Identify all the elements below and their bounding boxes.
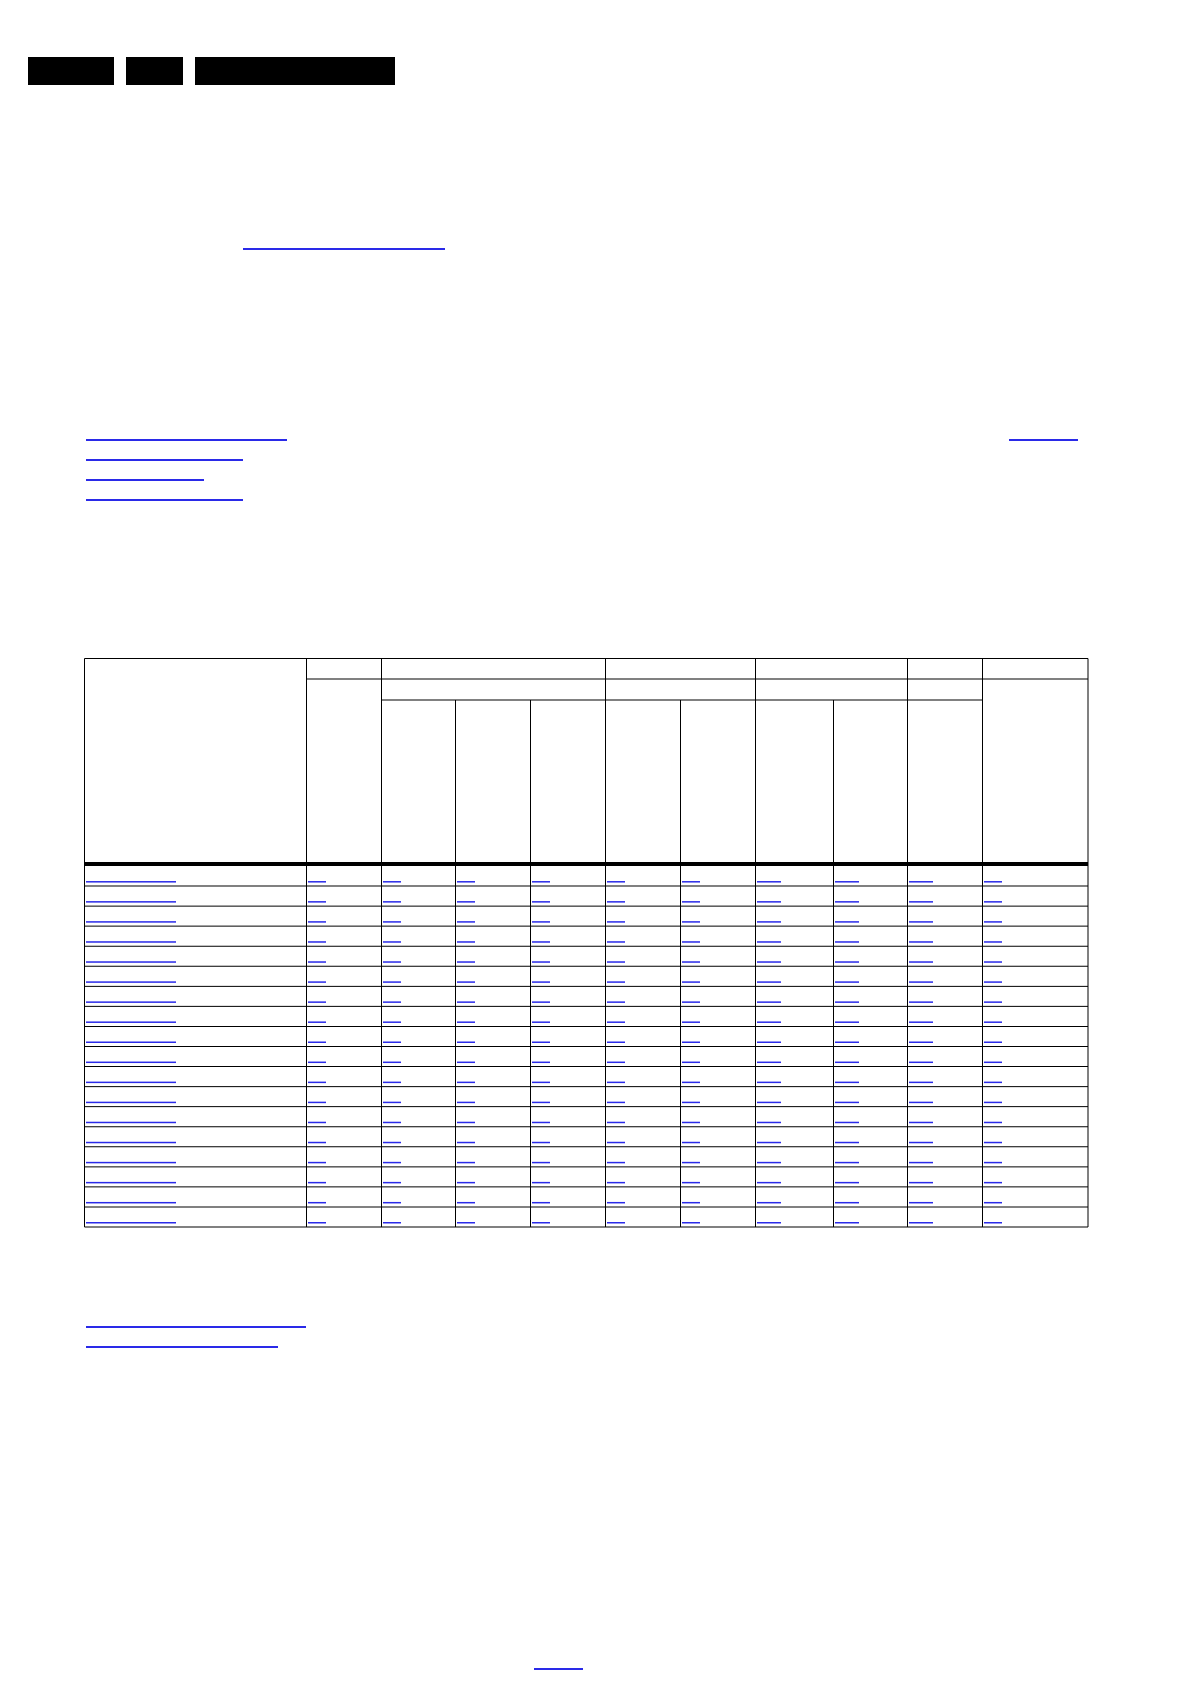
cell-link[interactable] (532, 1021, 550, 1023)
cell-link[interactable] (984, 1182, 1002, 1184)
reference-link-2[interactable] (1009, 439, 1078, 441)
cell-link[interactable] (457, 1222, 475, 1224)
cell-link[interactable] (909, 1062, 933, 1064)
cell-link[interactable] (909, 881, 933, 883)
cell-link[interactable] (607, 1102, 625, 1104)
cell-link[interactable] (682, 1001, 700, 1003)
cell-link[interactable] (835, 1222, 859, 1224)
cell-link[interactable] (909, 901, 933, 903)
spec-table-grid (84, 658, 1089, 1228)
cell-link[interactable] (457, 1001, 475, 1003)
cell-link[interactable] (532, 1102, 550, 1104)
cell-link[interactable] (682, 1142, 700, 1144)
row-label-link[interactable] (86, 1122, 176, 1124)
cell-link[interactable] (984, 1162, 1002, 1164)
row-label-link[interactable] (86, 941, 176, 943)
cell-link[interactable] (457, 1122, 475, 1124)
cell-link[interactable] (457, 881, 475, 883)
cell-link[interactable] (383, 1202, 401, 1204)
cell-link[interactable] (308, 1062, 326, 1064)
cell-link[interactable] (682, 1122, 700, 1124)
cell-link[interactable] (308, 1222, 326, 1224)
cell-link[interactable] (308, 1102, 326, 1104)
cell-link[interactable] (607, 1062, 625, 1064)
cell-link[interactable] (308, 1001, 326, 1003)
cell-link[interactable] (835, 961, 859, 963)
row-label-link[interactable] (86, 1202, 176, 1204)
cell-link[interactable] (835, 1122, 859, 1124)
cell-link[interactable] (835, 1102, 859, 1104)
cell-link[interactable] (383, 1102, 401, 1104)
cell-link[interactable] (532, 1082, 550, 1084)
reference-link-1[interactable] (86, 439, 287, 441)
row-label-link[interactable] (86, 1162, 176, 1164)
cell-link[interactable] (532, 1202, 550, 1204)
cell-link[interactable] (383, 1082, 401, 1084)
row-label-link[interactable] (86, 901, 176, 903)
cell-link[interactable] (607, 901, 625, 903)
cell-link[interactable] (457, 921, 475, 923)
cell-link[interactable] (835, 921, 859, 923)
cell-link[interactable] (457, 1042, 475, 1044)
cell-link[interactable] (308, 1021, 326, 1023)
cell-link[interactable] (457, 961, 475, 963)
row-label-link[interactable] (86, 1222, 176, 1224)
cell-link[interactable] (984, 1042, 1002, 1044)
cell-link[interactable] (984, 1021, 1002, 1023)
cell-link[interactable] (757, 901, 781, 903)
cell-link[interactable] (607, 941, 625, 943)
cell-link[interactable] (984, 881, 1002, 883)
cell-link[interactable] (909, 1162, 933, 1164)
cell-link[interactable] (757, 1062, 781, 1064)
cell-link[interactable] (835, 1082, 859, 1084)
cell-link[interactable] (607, 1182, 625, 1184)
note-link-2[interactable] (86, 1346, 278, 1348)
cell-link[interactable] (383, 921, 401, 923)
cell-link[interactable] (757, 881, 781, 883)
cell-link[interactable] (682, 1082, 700, 1084)
cell-link[interactable] (308, 961, 326, 963)
cell-link[interactable] (682, 1222, 700, 1224)
cell-link[interactable] (682, 961, 700, 963)
cell-link[interactable] (383, 1182, 401, 1184)
cell-link[interactable] (457, 1082, 475, 1084)
cell-link[interactable] (909, 1021, 933, 1023)
row-label-link[interactable] (86, 1182, 176, 1184)
cell-link[interactable] (532, 961, 550, 963)
cell-link[interactable] (757, 1202, 781, 1204)
cell-link[interactable] (835, 1062, 859, 1064)
cell-link[interactable] (984, 1062, 1002, 1064)
header-box-section (28, 57, 114, 85)
cell-link[interactable] (457, 1162, 475, 1164)
row-label-link[interactable] (86, 921, 176, 923)
header-box-title (195, 57, 395, 85)
cell-link[interactable] (607, 1222, 625, 1224)
cell-link[interactable] (757, 1222, 781, 1224)
cell-link[interactable] (984, 941, 1002, 943)
cell-link[interactable] (308, 1182, 326, 1184)
cell-link[interactable] (682, 1102, 700, 1104)
cell-link[interactable] (909, 1102, 933, 1104)
cell-link[interactable] (532, 1122, 550, 1124)
footer-page-link[interactable] (534, 1668, 583, 1670)
cell-link[interactable] (532, 901, 550, 903)
cell-link[interactable] (383, 1142, 401, 1144)
cell-link[interactable] (757, 1162, 781, 1164)
cell-link[interactable] (457, 981, 475, 983)
cell-link[interactable] (457, 1142, 475, 1144)
cell-link[interactable] (757, 1001, 781, 1003)
cell-link[interactable] (532, 941, 550, 943)
cell-link[interactable] (682, 1042, 700, 1044)
cell-link[interactable] (909, 1001, 933, 1003)
row-label-link[interactable] (86, 1082, 176, 1084)
cell-link[interactable] (532, 921, 550, 923)
cell-link[interactable] (457, 1182, 475, 1184)
cell-link[interactable] (909, 1082, 933, 1084)
cell-link[interactable] (909, 1042, 933, 1044)
cell-link[interactable] (607, 1122, 625, 1124)
cell-link[interactable] (607, 1082, 625, 1084)
cell-link[interactable] (308, 1122, 326, 1124)
cell-link[interactable] (308, 941, 326, 943)
cell-link[interactable] (682, 1021, 700, 1023)
cell-link[interactable] (984, 1082, 1002, 1084)
cell-link[interactable] (532, 1062, 550, 1064)
cell-link[interactable] (383, 881, 401, 883)
cell-link[interactable] (757, 981, 781, 983)
cell-link[interactable] (757, 1102, 781, 1104)
cell-link[interactable] (835, 1182, 859, 1184)
cell-link[interactable] (757, 941, 781, 943)
cell-link[interactable] (532, 1162, 550, 1164)
cell-link[interactable] (607, 1162, 625, 1164)
cell-link[interactable] (984, 1102, 1002, 1104)
row-label-link[interactable] (86, 1142, 176, 1144)
cell-link[interactable] (682, 901, 700, 903)
cell-link[interactable] (383, 1162, 401, 1164)
cell-link[interactable] (835, 981, 859, 983)
cell-link[interactable] (984, 1001, 1002, 1003)
cell-link[interactable] (383, 1042, 401, 1044)
cell-link[interactable] (909, 1122, 933, 1124)
cell-link[interactable] (682, 881, 700, 883)
cell-link[interactable] (835, 1162, 859, 1164)
note-link-1[interactable] (86, 1326, 306, 1328)
cell-link[interactable] (308, 1082, 326, 1084)
spec-table (84, 658, 1089, 1228)
cell-link[interactable] (308, 1142, 326, 1144)
cell-link[interactable] (757, 1021, 781, 1023)
cell-link[interactable] (457, 1102, 475, 1104)
cell-link[interactable] (383, 1122, 401, 1124)
row-label-link[interactable] (86, 1062, 176, 1064)
cell-link[interactable] (383, 901, 401, 903)
cell-link[interactable] (757, 961, 781, 963)
cell-link[interactable] (607, 1142, 625, 1144)
cell-link[interactable] (308, 981, 326, 983)
cell-link[interactable] (532, 1182, 550, 1184)
cell-link[interactable] (909, 1182, 933, 1184)
row-label-link[interactable] (86, 1021, 176, 1023)
cell-link[interactable] (607, 881, 625, 883)
cell-link[interactable] (532, 1042, 550, 1044)
cell-link[interactable] (757, 1142, 781, 1144)
cell-link[interactable] (532, 881, 550, 883)
row-label-link[interactable] (86, 1102, 176, 1104)
cell-link[interactable] (909, 1222, 933, 1224)
cell-link[interactable] (383, 1021, 401, 1023)
cell-link[interactable] (308, 881, 326, 883)
cell-link[interactable] (607, 1021, 625, 1023)
cell-link[interactable] (383, 1222, 401, 1224)
cell-link[interactable] (532, 1001, 550, 1003)
cell-link[interactable] (682, 921, 700, 923)
cell-link[interactable] (682, 1162, 700, 1164)
cell-link[interactable] (682, 1202, 700, 1204)
cell-link[interactable] (607, 1202, 625, 1204)
reference-link-4[interactable] (86, 479, 204, 481)
cell-link[interactable] (835, 1042, 859, 1044)
row-label-link[interactable] (86, 961, 176, 963)
cell-link[interactable] (984, 1222, 1002, 1224)
cell-link[interactable] (532, 1222, 550, 1224)
cell-link[interactable] (909, 921, 933, 923)
cell-link[interactable] (757, 1122, 781, 1124)
cell-link[interactable] (308, 921, 326, 923)
reference-link-3[interactable] (86, 459, 243, 461)
cell-link[interactable] (457, 1021, 475, 1023)
cell-link[interactable] (835, 881, 859, 883)
row-label-link[interactable] (86, 881, 176, 883)
cell-link[interactable] (682, 1182, 700, 1184)
intro-link[interactable] (243, 248, 445, 250)
header-box-page (126, 57, 183, 85)
cell-link[interactable] (909, 981, 933, 983)
cell-link[interactable] (909, 1142, 933, 1144)
cell-link[interactable] (835, 1202, 859, 1204)
cell-link[interactable] (457, 901, 475, 903)
cell-link[interactable] (757, 921, 781, 923)
cell-link[interactable] (984, 961, 1002, 963)
cell-link[interactable] (457, 1202, 475, 1204)
cell-link[interactable] (909, 941, 933, 943)
cell-link[interactable] (532, 981, 550, 983)
row-label-link[interactable] (86, 1042, 176, 1044)
cell-link[interactable] (682, 1062, 700, 1064)
cell-link[interactable] (607, 961, 625, 963)
cell-link[interactable] (607, 921, 625, 923)
cell-link[interactable] (984, 1202, 1002, 1204)
cell-link[interactable] (532, 1142, 550, 1144)
cell-link[interactable] (383, 1062, 401, 1064)
cell-link[interactable] (383, 1001, 401, 1003)
cell-link[interactable] (835, 1021, 859, 1023)
cell-link[interactable] (984, 1142, 1002, 1144)
cell-link[interactable] (383, 941, 401, 943)
cell-link[interactable] (308, 1162, 326, 1164)
cell-link[interactable] (835, 1142, 859, 1144)
cell-link[interactable] (457, 941, 475, 943)
cell-link[interactable] (457, 1062, 475, 1064)
reference-link-5[interactable] (86, 499, 243, 501)
cell-link[interactable] (308, 1042, 326, 1044)
cell-link[interactable] (682, 981, 700, 983)
cell-link[interactable] (835, 941, 859, 943)
cell-link[interactable] (383, 981, 401, 983)
cell-link[interactable] (682, 941, 700, 943)
cell-link[interactable] (835, 1001, 859, 1003)
cell-link[interactable] (383, 961, 401, 963)
cell-link[interactable] (308, 1202, 326, 1204)
cell-link[interactable] (984, 1122, 1002, 1124)
cell-link[interactable] (909, 1202, 933, 1204)
cell-link[interactable] (308, 901, 326, 903)
cell-link[interactable] (757, 1042, 781, 1044)
cell-link[interactable] (835, 901, 859, 903)
cell-link[interactable] (757, 1082, 781, 1084)
cell-link[interactable] (607, 1042, 625, 1044)
cell-link[interactable] (909, 961, 933, 963)
cell-link[interactable] (757, 1182, 781, 1184)
cell-link[interactable] (607, 1001, 625, 1003)
cell-link[interactable] (984, 921, 1002, 923)
cell-link[interactable] (984, 901, 1002, 903)
row-label-link[interactable] (86, 1001, 176, 1003)
cell-link[interactable] (607, 981, 625, 983)
cell-link[interactable] (984, 981, 1002, 983)
row-label-link[interactable] (86, 981, 176, 983)
